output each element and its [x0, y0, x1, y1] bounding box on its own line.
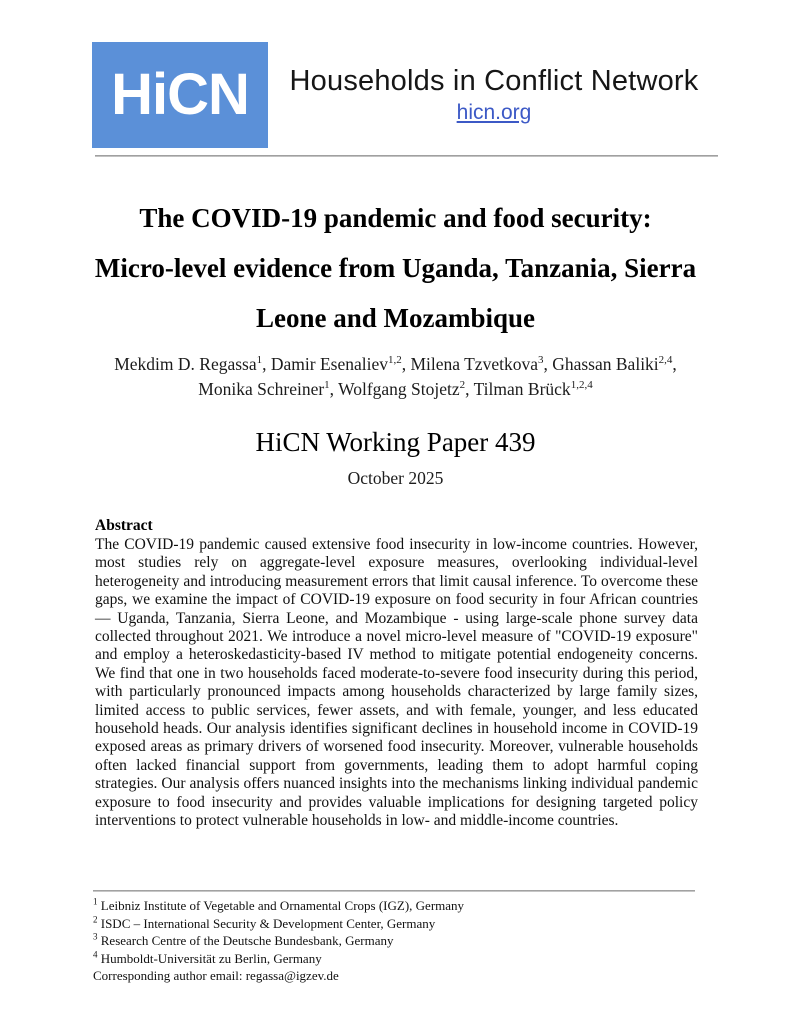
header-org-block [268, 42, 720, 148]
paper-title-line-2: Micro-level evidence from Uganda, Tanzania, Sierra [94, 253, 697, 283]
author-list [0, 352, 791, 402]
abstract-heading: Abstract [95, 517, 153, 534]
org-name: Households in Conflict Network [289, 65, 699, 97]
footnote-divider [93, 890, 695, 892]
paper-title-line-1: The COVID-19 pandemic and food security: [139, 203, 652, 233]
footnote-item: $^2$ ISDC – International Security & Development Center, Germany [93, 914, 436, 931]
org-url-link[interactable]: hicn.org [456, 101, 532, 124]
footnote-item: $^3$ Research Centre of the Deutsche Bundesbank, Germany [93, 931, 394, 948]
footnotes-block [93, 897, 708, 985]
footnote-list [93, 897, 708, 967]
paper-title [0, 193, 791, 343]
abstract-section [95, 516, 698, 831]
header-divider [95, 155, 718, 157]
paper-title-line-3: Leone and Mozambique [255, 303, 536, 333]
working-paper-series-title: HiCN Working Paper 439 [255, 427, 536, 457]
hicn-logo [92, 42, 268, 148]
hicn-logo-text: HiCN [111, 62, 249, 127]
footnote-item: $^4$ Humboldt-Universität zu Berlin, Germany [93, 949, 322, 966]
author-line-2: Monika Schreiner$^1$, Wolfgang Stojetz$^2$, Tilman Brück$^{1,2,4}$ [198, 379, 593, 399]
author-line-1: Mekdim D. Regassa$^1$, Damir Esenaliev$^{1,2}$, Milena Tzvetkova$^3$, Ghassan Baliki$^{2,4}$, [114, 354, 677, 374]
footnote-item: $^1$ Leibniz Institute of Vegetable and Ornamental Crops (IGZ), Germany [93, 896, 465, 913]
abstract-body: The COVID-19 pandemic caused extensive food insecurity in low-income countries. However, most studies rely on aggregate-level exposure measures, overlooking individual-level heterogeneity and introducing measurement errors that limit causal inference. To overcome these gaps, we examine the impact of COVID-19 exposure on food security in four African countries — Uganda, Tanzania, Sierra Leone, and Mozambique - using large-scale phone survey data collected throughout 2021. We introduce a novel micro-level measure of "COVID-19 exposure" and employ a heteroskedasticity-based IV method to mitigate potential endogeneity concerns. We find that one in two households faced moderate-to-severe food insecurity during this period, with particularly pronounced impacts among households characterized by large family sizes, limited access to public services, fewer assets, and with female, younger, and less educated household heads. Our analysis identifies significant declines in household income in COVID-19 exposed areas as primary drivers of worsened food insecurity. Moreover, vulnerable households often lacked financial support from governments, leading them to adopt harmful coping strategies. Our analysis offers nuanced insights into the mechanisms linking individual pandemic exposure to food insecurity and provides valuable implications for designing targeted policy interventions to protect vulnerable households in low- and middle-income countries. [95, 536, 698, 830]
corresponding-author-line: Corresponding author email: regassa@igzev.de [93, 968, 339, 983]
working-paper-date: October 2025 [347, 468, 444, 488]
